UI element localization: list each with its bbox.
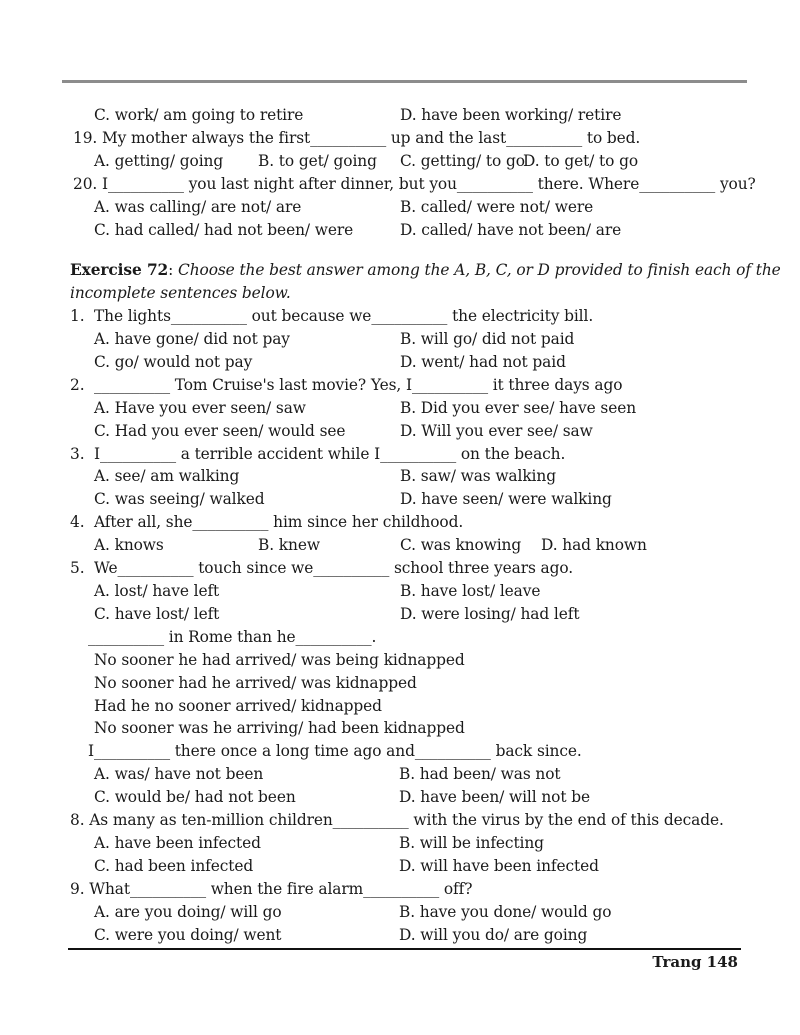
- option-c: C. was seeing/ walked: [94, 490, 265, 508]
- option-a: A. have gone/ did not pay: [94, 330, 290, 348]
- option-d: D. were losing/ had left: [400, 605, 580, 623]
- option-a: A. was/ have not been: [94, 765, 264, 783]
- question-9: 9. What__________ when the fire alarm__________ off?: [70, 880, 473, 898]
- option-a: No sooner he had arrived/ was being kidnapped: [94, 651, 465, 669]
- question-text: __________ in Rome than he__________.: [88, 628, 377, 646]
- option-c: Had he no sooner arrived/ kidnapped: [94, 697, 382, 715]
- option-d: D. have been working/ retire: [400, 106, 622, 124]
- option-c: C. was knowing: [400, 536, 522, 554]
- option-d: D. have been/ will not be: [399, 788, 590, 806]
- option-c: C. getting/ to go: [400, 152, 525, 170]
- option-d: D. had known: [541, 536, 647, 554]
- question-19: 19. My mother always the first__________ up and the last__________ to bed.: [73, 129, 641, 147]
- option-b: B. to get/ going: [258, 152, 377, 170]
- option-c: C. would be/ had not been: [94, 788, 296, 806]
- question-text: I__________ a terrible accident while I__________ on the beach.: [94, 445, 566, 463]
- option-c: C. work/ am going to retire: [94, 106, 304, 124]
- option-c: C. were you doing/ went: [94, 926, 282, 944]
- question-number: 4.: [70, 513, 85, 531]
- option-b: B. will be infecting: [399, 834, 544, 852]
- option-a: A. lost/ have left: [94, 582, 220, 600]
- page-number: Trang 148: [652, 953, 738, 971]
- option-d: D. to get/ to go: [523, 152, 639, 170]
- option-b: B. saw/ was walking: [400, 467, 556, 485]
- option-d: D. will you do/ are going: [399, 926, 588, 944]
- option-a: A. see/ am walking: [94, 467, 240, 485]
- exercise-instruction: Choose the best answer among the A, B, C, or D provided to finish each of the: [173, 261, 781, 279]
- question-text: We__________ touch since we__________ school three years ago.: [94, 559, 574, 577]
- option-c: C. go/ would not pay: [94, 353, 253, 371]
- option-b: B. called/ were not/ were: [400, 198, 594, 216]
- question-text: I__________ there once a long time ago and__________ back since.: [88, 742, 582, 760]
- exercise-label: Exercise 72: [70, 261, 169, 279]
- option-a: A. knows: [94, 536, 164, 554]
- option-b: B. knew: [258, 536, 320, 554]
- header-rule: [62, 80, 747, 83]
- option-c: C. had called/ had not been/ were: [94, 221, 354, 239]
- question-number: 3.: [70, 445, 85, 463]
- exercise-instruction-cont: incomplete sentences below.: [70, 284, 291, 302]
- option-b: B. Did you ever see/ have seen: [400, 399, 637, 417]
- option-b: B. have you done/ would go: [399, 903, 612, 921]
- option-c: C. have lost/ left: [94, 605, 220, 623]
- option-d: No sooner was he arriving/ had been kidnapped: [94, 719, 465, 737]
- option-a: A. are you doing/ will go: [94, 903, 282, 921]
- option-d: D. will have been infected: [399, 857, 599, 875]
- option-d: D. called/ have not been/ are: [400, 221, 622, 239]
- question-number: 1.: [70, 307, 85, 325]
- footer-rule: [68, 948, 741, 950]
- option-a: A. was calling/ are not/ are: [94, 198, 302, 216]
- option-b: B. had been/ was not: [399, 765, 561, 783]
- question-text: After all, she__________ him since her childhood.: [94, 513, 464, 531]
- question-number: 5.: [70, 559, 85, 577]
- option-d: D. Will you ever see/ saw: [400, 422, 593, 440]
- question-number: 2.: [70, 376, 85, 394]
- question-text: The lights__________ out because we__________ the electricity bill.: [94, 307, 594, 325]
- option-d: D. have seen/ were walking: [400, 490, 612, 508]
- question-8: 8. As many as ten-million children__________ with the virus by the end of this decade.: [70, 811, 724, 829]
- option-d: D. went/ had not paid: [400, 353, 566, 371]
- option-a: A. Have you ever seen/ saw: [94, 399, 306, 417]
- exercise-sep: :: [168, 261, 174, 279]
- question-20: 20. I__________ you last night after dinner, but you__________ there. Where__________ you?: [73, 175, 756, 193]
- question-text: __________ Tom Cruise's last movie? Yes, I__________ it three days ago: [94, 376, 623, 394]
- option-c: C. had been infected: [94, 857, 254, 875]
- option-b: No sooner had he arrived/ was kidnapped: [94, 674, 417, 692]
- option-a: A. getting/ going: [94, 152, 224, 170]
- exercise-heading: [70, 260, 781, 280]
- option-b: B. will go/ did not paid: [400, 330, 575, 348]
- option-b: B. have lost/ leave: [400, 582, 541, 600]
- option-a: A. have been infected: [94, 834, 261, 852]
- option-c: C. Had you ever seen/ would see: [94, 422, 346, 440]
